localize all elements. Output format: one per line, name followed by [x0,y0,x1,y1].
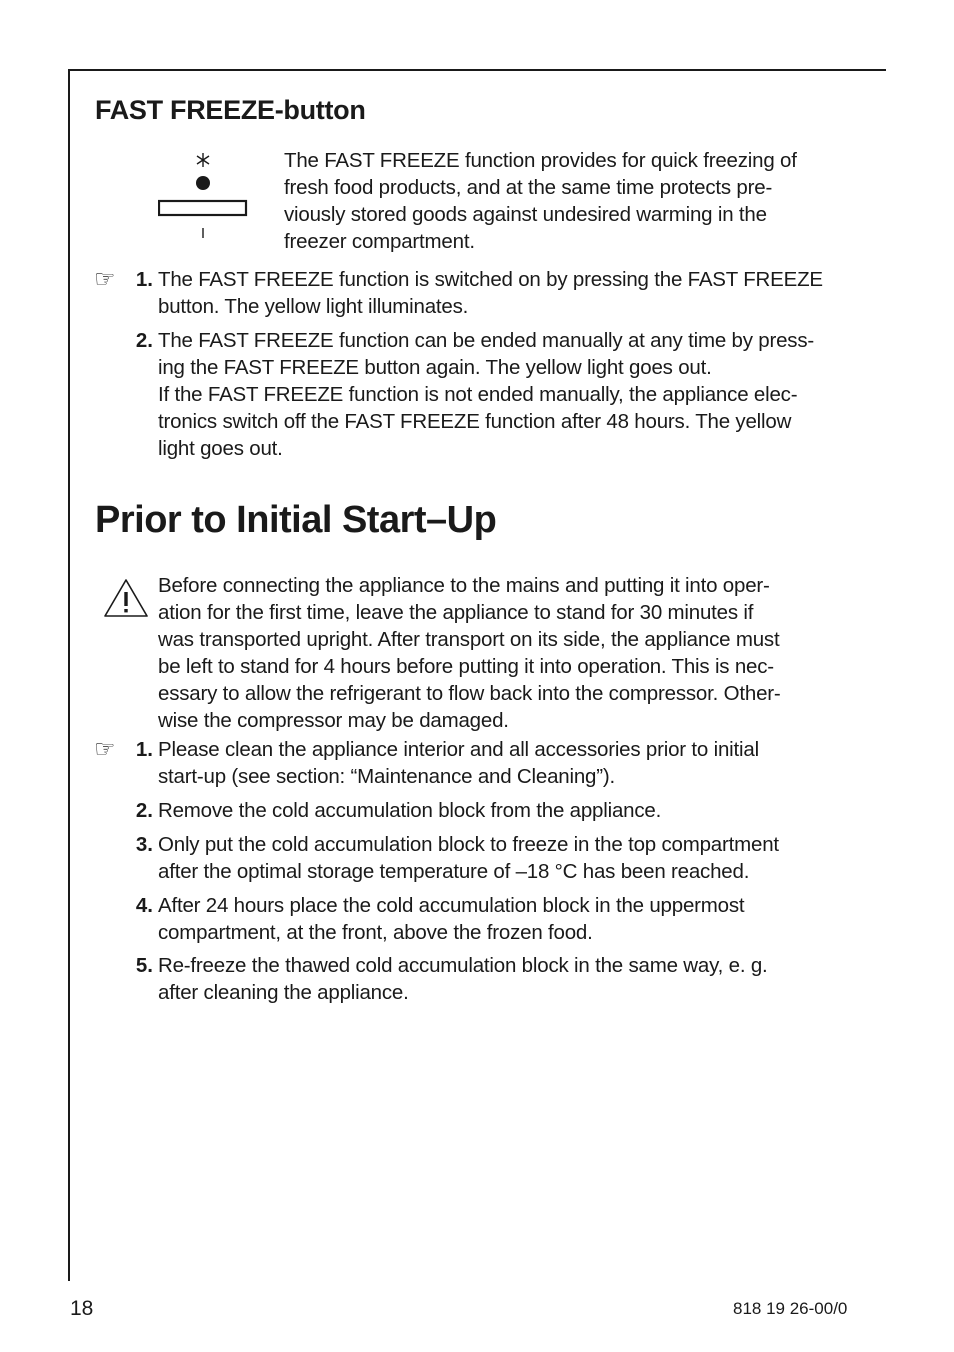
step-line: after the optimal storage temperature of –18 °C has been reached. [158,860,750,883]
warning-line: ation for the first time, leave the appliance to stand for 30 minutes if [158,601,754,624]
left-margin-rule [68,69,70,1281]
step-number: 2. [135,329,153,352]
top-rule [68,69,886,71]
warning-line: was transported upright. After transport on its side, the appliance must [158,628,780,651]
step-line: Remove the cold accumulation block from the appliance. [158,799,662,822]
startup-heading: Prior to Initial Start–Up [95,499,497,541]
fast-freeze-step-2 [158,327,814,462]
startup-step-4 [158,892,744,946]
step-line: compartment, at the front, above the frozen food. [158,921,593,944]
step-line: Please clean the appliance interior and all accessories prior to initial [158,738,759,761]
startup-step-3 [158,831,779,885]
intro-line: freezer compartment. [284,230,475,253]
step-number: 1. [135,738,153,761]
step-number: 5. [135,954,153,977]
step-line: button. The yellow light illuminates. [158,295,469,318]
step-number: 3. [135,833,153,856]
fast-freeze-intro [284,147,797,255]
step-line: After 24 hours place the cold accumulation block in the uppermost [158,894,745,917]
step-line: The FAST FREEZE function is switched on by pressing the FAST FREEZE [158,268,823,291]
startup-step-1 [158,736,759,790]
hand-pointing-icon: ☞ [94,266,116,293]
warning-line: be left to stand for 4 hours before putting it into operation. This is nec- [158,655,774,678]
snowflake-icon [197,153,209,167]
step-line: light goes out. [158,437,283,460]
intro-line: viously stored goods against undesired warming in the [284,203,767,226]
startup-step-2 [158,797,661,824]
step-line: Re-freeze the thawed cold accumulation block in the same way, e. g. [158,954,768,977]
step-number: 4. [135,894,153,917]
button-bar-icon [159,201,246,215]
warning-line: essary to allow the refrigerant to flow back into the compressor. Other- [158,682,781,705]
warning-triangle-icon [103,578,149,618]
intro-line: fresh food products, and at the same time protects pre- [284,176,773,199]
document-code: 818 19 26-00/0 [733,1299,848,1318]
step-line: after cleaning the appliance. [158,981,409,1004]
fast-freeze-step-1 [158,266,823,320]
fast-freeze-button-graphic [158,148,248,244]
hand-pointing-icon: ☞ [94,736,116,763]
warning-line: Before connecting the appliance to the mains and putting it into oper- [158,574,770,597]
indicator-light-icon [196,176,210,190]
startup-warning [158,572,781,734]
step-line: ing the FAST FREEZE button again. The yellow light goes out. [158,356,712,379]
step-number: 2. [135,799,153,822]
page-number: 18 [70,1297,94,1320]
startup-step-5 [158,952,768,1006]
warning-line: wise the compressor may be damaged. [158,709,509,732]
step-line: Only put the cold accumulation block to freeze in the top compartment [158,833,779,856]
step-line: start-up (see section: “Maintenance and Cleaning”). [158,765,615,788]
step-number: 1. [135,268,153,291]
step-line: tronics switch off the FAST FREEZE function after 48 hours. The yellow [158,410,792,433]
intro-line: The FAST FREEZE function provides for quick freezing of [284,149,797,172]
step-line: The FAST FREEZE function can be ended manually at any time by press- [158,329,815,352]
step-line: If the FAST FREEZE function is not ended manually, the appliance elec- [158,383,798,406]
fast-freeze-heading: FAST FREEZE-button [95,95,366,125]
